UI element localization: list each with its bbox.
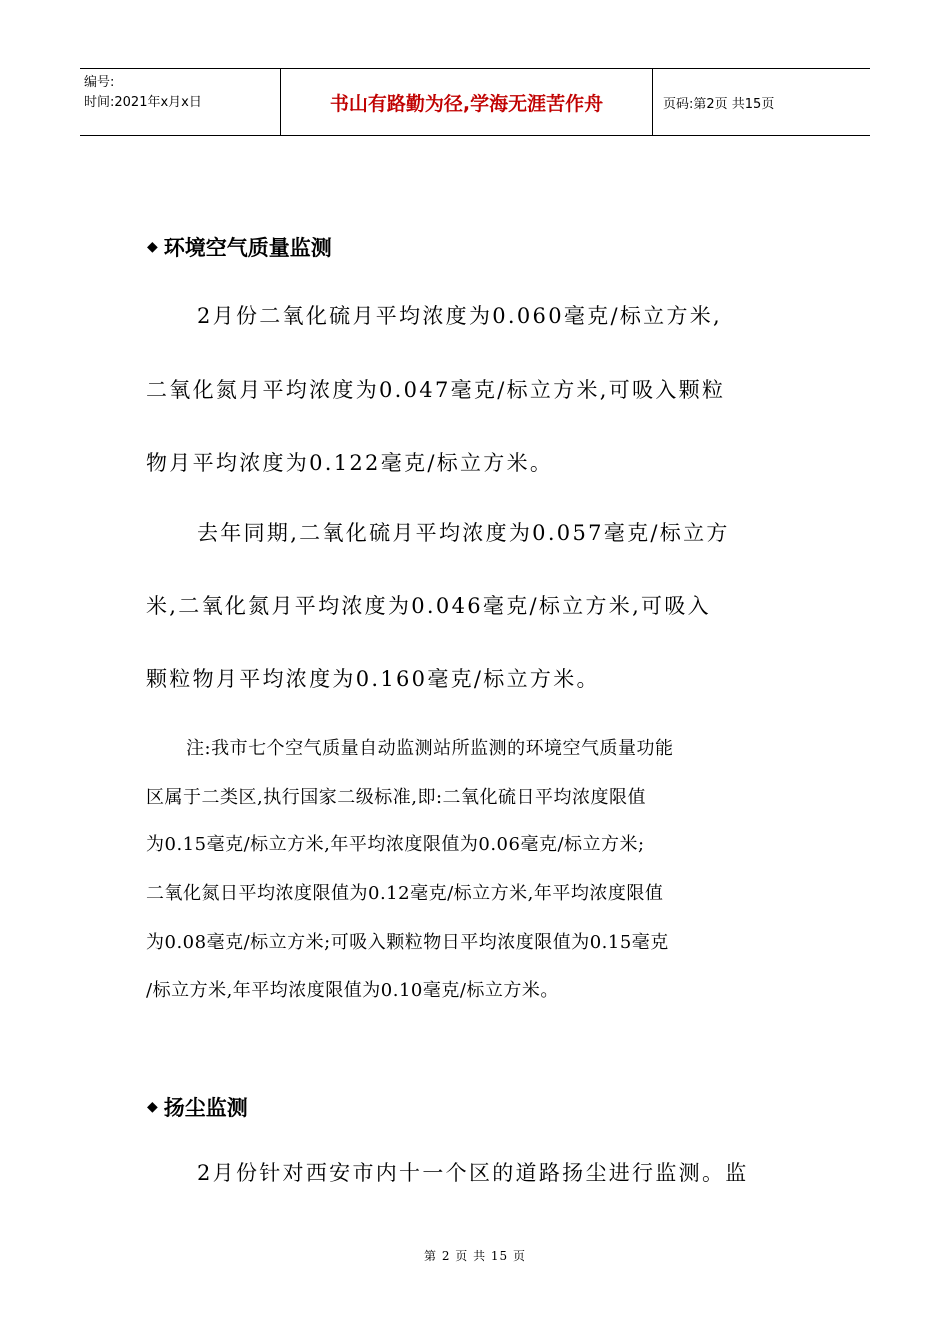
diamond-bullet-icon: ◆: [147, 1099, 158, 1115]
date-label: 时间:2021年x月x日: [84, 95, 202, 110]
paragraph-line: 2月份针对西安市内十一个区的道路扬尘进行监测。监: [197, 1161, 749, 1185]
note-line: 二氧化氮日平均浓度限值为0.12毫克/标立方米,年平均浓度限值: [146, 883, 664, 904]
note-line: 注:我市七个空气质量自动监测站所监测的环境空气质量功能: [186, 738, 674, 759]
header-meta: [80, 69, 281, 135]
section-heading-air-quality: [147, 232, 332, 262]
section-title: 环境空气质量监测: [163, 236, 332, 260]
page-footer: 第 2 页 共 15 页: [424, 1249, 526, 1263]
paragraph-line: 去年同期,二氧化硫月平均浓度为0.057毫克/标立方: [197, 521, 730, 545]
paragraph-line: 米,二氧化氮月平均浓度为0.046毫克/标立方米,可吸入: [146, 594, 711, 618]
paragraph-line: 二氧化氮月平均浓度为0.047毫克/标立方米,可吸入颗粒: [146, 378, 726, 402]
paragraph-line: 2月份二氧化硫月平均浓度为0.060毫克/标立方米,: [197, 304, 723, 328]
paragraph-line: 物月平均浓度为0.122毫克/标立方米。: [146, 451, 554, 475]
header-page-info: 页码:第2页 共15页: [663, 96, 775, 112]
note-line: /标立方米,年平均浓度限值为0.10毫克/标立方米。: [146, 980, 559, 1001]
header-motto: 书山有路勤为径,学海无涯苦作舟: [281, 69, 653, 135]
note-line: 区属于二类区,执行国家二级标准,即:二氧化硫日平均浓度限值: [146, 787, 647, 808]
note-line: 为0.15毫克/标立方米,年平均浓度限值为0.06毫克/标立方米;: [146, 834, 645, 855]
section-title: 扬尘监测: [163, 1096, 248, 1120]
note-line: 为0.08毫克/标立方米;可吸入颗粒物日平均浓度限值为0.15毫克: [146, 932, 669, 953]
page-header: [80, 68, 870, 136]
section-heading-dust: [147, 1092, 248, 1122]
number-label: 编号:: [84, 75, 115, 90]
paragraph-line: 颗粒物月平均浓度为0.160毫克/标立方米。: [146, 667, 600, 691]
diamond-bullet-icon: ◆: [147, 239, 158, 255]
